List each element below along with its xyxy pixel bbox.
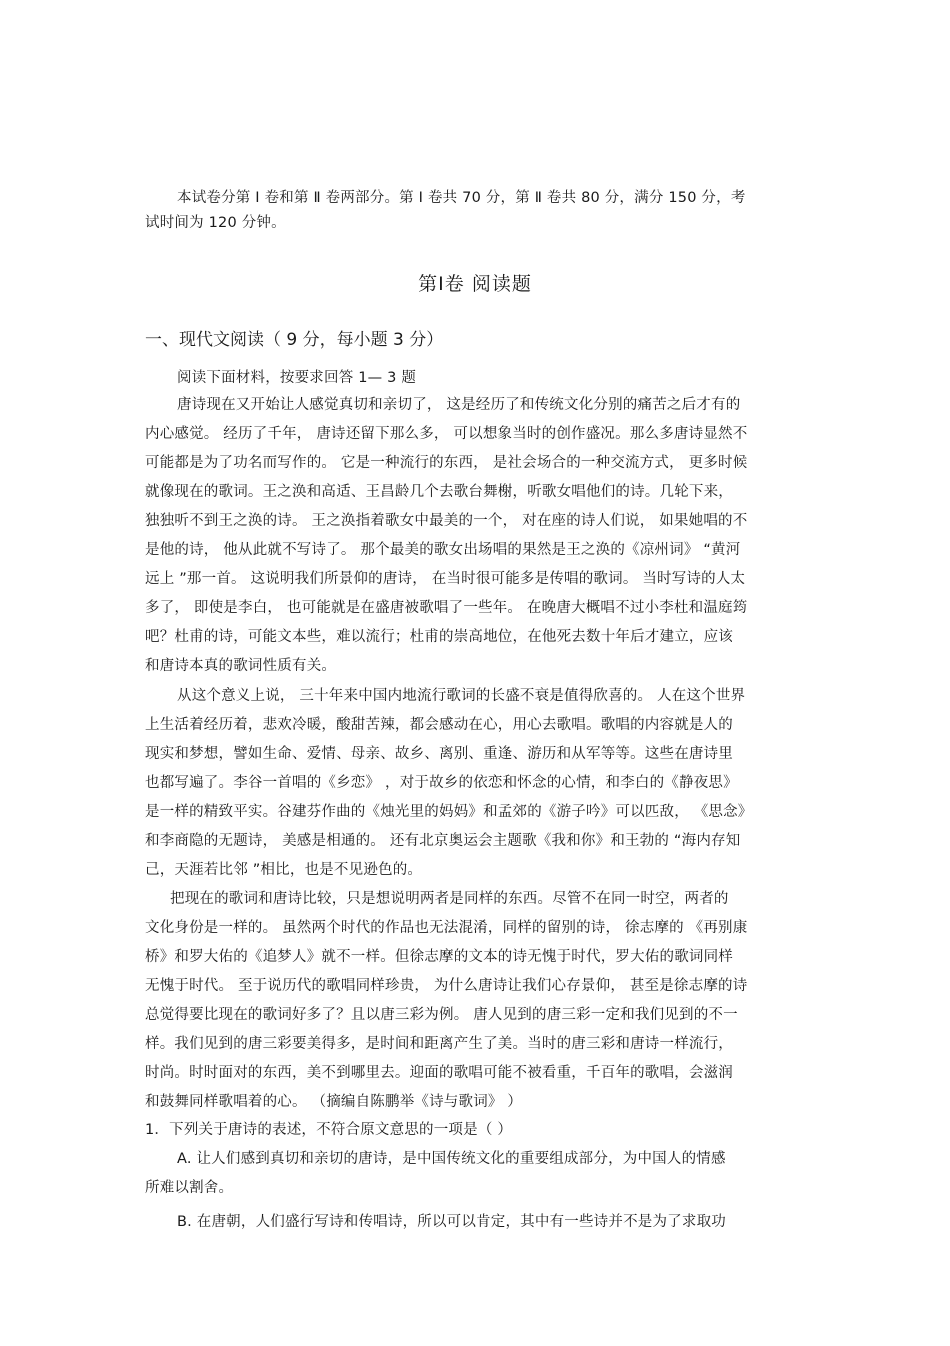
- passage-line: 是一样的精致平实。谷建芬作曲的《烛光里的妈妈》和孟郊的《游子吟》可以匹敌， 《思念》: [145, 804, 753, 820]
- option-a-line-1: A. 让人们感到真切和亲切的唐诗，是中国传统文化的重要组成部分，为中国人的情感: [177, 1151, 726, 1167]
- passage-line: 独独听不到王之涣的诗。 王之涣指着歌女中最美的一个， 对在座的诗人们说， 如果她唱的不: [145, 513, 748, 529]
- passage-line: 可能都是为了功名而写作的。 它是一种流行的东西， 是社会场合的一种交流方式， 更多时候: [145, 455, 748, 471]
- intro-line-1: 本试卷分第 Ⅰ 卷和第 Ⅱ 卷两部分。第 Ⅰ 卷共 70 分，第 Ⅱ 卷共 80 分，满分 150 分，考: [177, 190, 746, 206]
- option-a-line-2: 所难以割舍。: [145, 1180, 234, 1196]
- volume-title: 第Ⅰ卷 阅读题: [418, 273, 532, 295]
- passage-line: 就像现在的歌词。王之涣和高适、王昌龄几个去歌台舞榭，听歌女唱他们的诗。几轮下来，: [145, 484, 733, 500]
- passage-line: 上生活着经历着，悲欢冷暖，酸甜苦辣，都会感动在心，用心去歌唱。歌唱的内容就是人的: [145, 717, 733, 733]
- question-1: 1．下列关于唐诗的表述，不符合原文意思的一项是（ ）: [145, 1122, 513, 1138]
- passage-line: 多了， 即使是李白， 也可能就是在盛唐被歌唱了一些年。 在晚唐大概唱不过小李杜和温庭筠: [145, 600, 748, 616]
- passage-line: 现实和梦想，譬如生命、爱情、母亲、故乡、离别、重逢、游历和从军等等。这些在唐诗里: [145, 746, 733, 762]
- passage-line: 总觉得要比现在的歌词好多了？且以唐三彩为例。 唐人见到的唐三彩一定和我们见到的不一: [145, 1007, 738, 1023]
- passage-line: 和鼓舞同样歌唱着的心。 （摘编自陈鹏举《诗与歌词》 ）: [145, 1094, 523, 1110]
- passage-line: 远上 ”那一首。 这说明我们所景仰的唐诗， 在当时很可能多是传唱的歌词。 当时写诗的人太: [145, 571, 746, 587]
- passage-line: 也都写遍了。李谷一首唱的《乡恋》 ，对于故乡的依恋和怀念的心情，和李白的《静夜思》: [145, 775, 738, 791]
- passage-line: 和唐诗本真的歌词性质有关。: [145, 658, 337, 674]
- passage-line: 时尚。时时面对的东西，美不到哪里去。迎面的歌唱可能不被看重，千百年的歌唱，会滋润: [145, 1065, 733, 1081]
- passage-line: 从这个意义上说， 三十年来中国内地流行歌词的长盛不衰是值得欣喜的。 人在这个世界: [177, 688, 746, 704]
- intro-line-2: 试时间为 120 分钟。: [145, 215, 286, 231]
- passage-line: 把现在的歌词和唐诗比较，只是想说明两者是同样的东西。尽管不在同一时空，两者的: [170, 891, 729, 907]
- passage-line: 桥》和罗大佑的《追梦人》就不一样。但徐志摩的文本的诗无愧于时代，罗大佑的歌词同样: [145, 949, 733, 965]
- passage-line: 无愧于时代。 至于说历代的歌唱同样珍贵， 为什么唐诗让我们心存景仰， 甚至是徐志摩的诗: [145, 978, 748, 994]
- option-b-line-1: B. 在唐朝，人们盛行写诗和传唱诗，所以可以肯定，其中有一些诗并不是为了求取功: [177, 1214, 726, 1230]
- instruction: 阅读下面材料，按要求回答 1— 3 题: [177, 370, 417, 386]
- passage-line: 是他的诗， 他从此就不写诗了。 那个最美的歌女出场唱的果然是王之涣的《凉州词》 “黄河: [145, 542, 741, 558]
- passage-line: 吧？杜甫的诗，可能文本些，难以流行；杜甫的崇高地位，在他死去数十年后才建立，应该: [145, 629, 733, 645]
- passage-line: 内心感觉。 经历了千年， 唐诗还留下那么多， 可以想象当时的创作盛况。那么多唐诗显然不: [145, 426, 748, 442]
- passage-line: 文化身份是一样的。 虽然两个时代的作品也无法混淆，同样的留别的诗， 徐志摩的 《再别康: [145, 920, 748, 936]
- passage-line: 和李商隐的无题诗， 美感是相通的。 还有北京奥运会主题歌《我和你》和王勃的 “海内存知: [145, 833, 741, 849]
- passage-line: 样。我们见到的唐三彩要美得多，是时间和距离产生了美。当时的唐三彩和唐诗一样流行，: [145, 1036, 733, 1052]
- passage-line: 唐诗现在又开始让人感觉真切和亲切了， 这是经历了和传统文化分别的痛苦之后才有的: [177, 397, 741, 413]
- passage-line: 己，天涯若比邻 ”相比，也是不见逊色的。: [145, 862, 423, 878]
- section-title: 一、现代文阅读（ 9 分，每小题 3 分）: [145, 330, 444, 350]
